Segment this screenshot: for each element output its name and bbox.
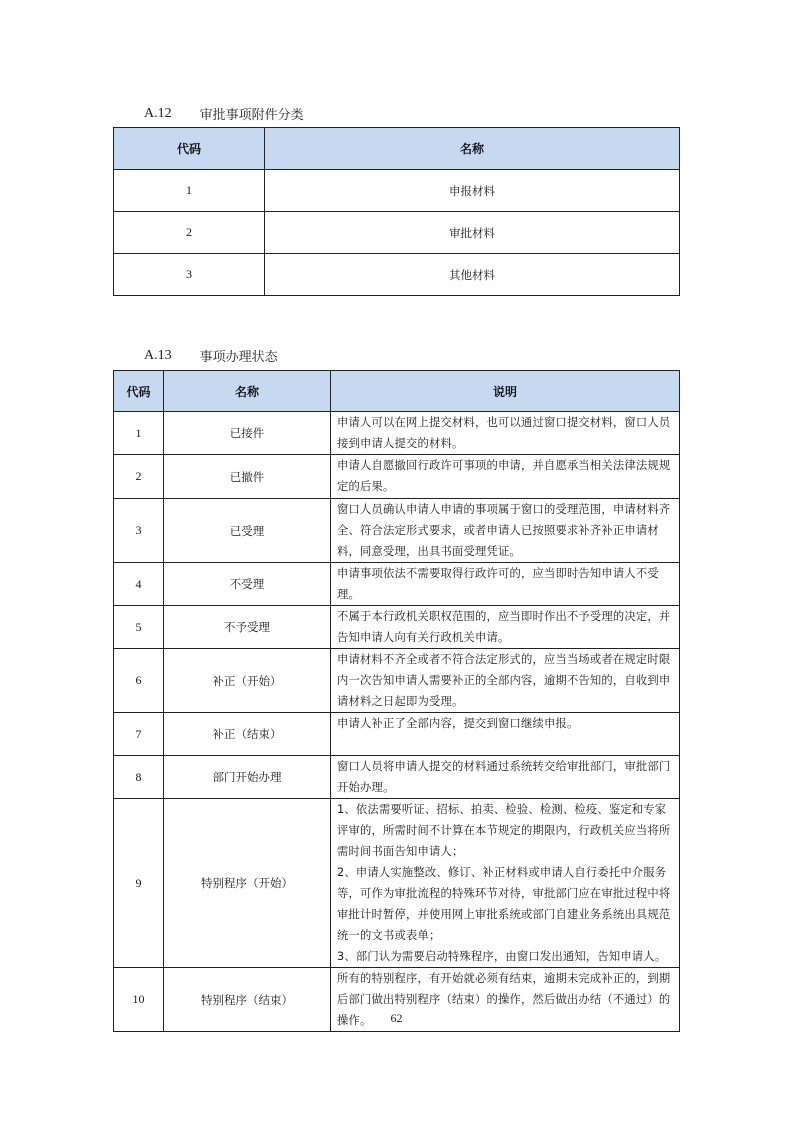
table-row (114, 649, 680, 713)
cell-name: 不予受理 (164, 606, 331, 649)
description-paragraph: 不属于本行政机关职权范围的，应当即时作出不予受理的决定，并告知申请人向有关行政机关申请。 (337, 610, 671, 644)
cell-description (331, 412, 680, 455)
cell-code: 1 (114, 170, 265, 212)
section-number: A.13 (144, 347, 172, 363)
page-number: 62 (390, 1011, 403, 1025)
cell-code: 6 (114, 649, 164, 713)
cell-code: 10 (114, 968, 164, 1032)
cell-description (331, 499, 680, 563)
processing-status-table (113, 370, 680, 1032)
description-paragraph: 申请人自愿撤回行政许可事项的申请，并自愿承当相关法律法规规定的后果。 (337, 459, 671, 493)
cell-name: 补正（结束） (164, 713, 331, 756)
table-row (114, 499, 680, 563)
table-row (114, 412, 680, 455)
cell-code: 3 (114, 254, 265, 296)
cell-name: 已受理 (164, 499, 331, 563)
description-paragraph: 申请人可以在网上提交材料，也可以通过窗口提交材料，窗口人员接到申请人提交的材料。 (337, 416, 671, 450)
table-row (114, 799, 680, 968)
header-code: 代码 (114, 371, 164, 412)
table-header-row (114, 128, 680, 170)
table-row (114, 455, 680, 499)
description-paragraph: 2、申请人实施整改、修订、补正材料或申请人自行委托中介服务等，可作为审批流程的特殊环节对待，审批部门应在审批过程中将审批计时暂停，并使用网上审批系统或部门自建业务系统出具规范统一的文书或表单； (337, 866, 671, 942)
cell-code: 1 (114, 412, 164, 455)
cell-name: 已接件 (164, 412, 331, 455)
cell-description (331, 799, 680, 968)
header-name: 名称 (164, 371, 331, 412)
table-row (114, 606, 680, 649)
cell-code: 3 (114, 499, 164, 563)
cell-name: 补正（开始） (164, 649, 331, 713)
cell-description (331, 563, 680, 606)
cell-name: 特别程序（开始） (164, 799, 331, 968)
description-paragraph: 申请事项依法不需要取得行政许可的，应当即时告知申请人不受理。 (337, 567, 659, 601)
description-paragraph: 3、部门认为需要启动特殊程序，由窗口发出通知，告知申请人。 (337, 950, 667, 963)
section-number: A.12 (144, 105, 172, 121)
cell-code: 8 (114, 756, 164, 799)
header-description: 说明 (331, 371, 680, 412)
cell-code: 2 (114, 455, 164, 499)
section-a13-caption (144, 346, 278, 365)
section-title: 事项办理状态 (199, 350, 278, 365)
table-row (114, 212, 680, 254)
table-row (114, 713, 680, 756)
header-code: 代码 (114, 128, 265, 170)
cell-code: 5 (114, 606, 164, 649)
description-paragraph: 申请材料不齐全或者不符合法定形式的，应当当场或者在规定时限内一次告知申请人需要补正的全部内容，逾期不告知的，自收到申请材料之日起即为受理。 (337, 653, 671, 708)
cell-name: 其他材料 (265, 254, 680, 296)
table-row (114, 254, 680, 296)
cell-description (331, 756, 680, 799)
description-paragraph: 申请人补正了全部内容，提交到窗口继续申报。 (337, 717, 579, 730)
cell-code: 9 (114, 799, 164, 968)
table-row (114, 563, 680, 606)
cell-code: 4 (114, 563, 164, 606)
section-a12-caption (144, 104, 304, 123)
cell-code: 7 (114, 713, 164, 756)
cell-name: 不受理 (164, 563, 331, 606)
description-paragraph: 窗口人员确认申请人申请的事项属于窗口的受理范围，申请材料齐全、符合法定形式要求，或者申请人已按照要求补齐补正申请材料，同意受理，出具书面受理凭证。 (337, 503, 671, 558)
table-header-row (114, 371, 680, 412)
table-row (114, 170, 680, 212)
section-title: 审批事项附件分类 (199, 108, 304, 123)
description-paragraph: 所有的特别程序，有开始就必须有结束，逾期未完成补正的，到期后部门做出特别程序（结束）的操作，然后做出办结（不通过）的操作。 (337, 972, 671, 1027)
cell-description (331, 606, 680, 649)
cell-description (331, 649, 680, 713)
cell-name: 申报材料 (265, 170, 680, 212)
description-paragraph: 1、依法需要听证、招标、拍卖、检验、检测、检疫、鉴定和专家评审的，所需时间不计算在本节规定的期限内，行政机关应当将所需时间书面告知申请人； (337, 803, 671, 858)
cell-name: 审批材料 (265, 212, 680, 254)
description-paragraph: 窗口人员将申请人提交的材料通过系统转交给审批部门，审批部门开始办理。 (337, 760, 671, 794)
cell-name: 部门开始办理 (164, 756, 331, 799)
attachment-category-table (113, 127, 680, 296)
cell-description (331, 713, 680, 756)
cell-description (331, 455, 680, 499)
header-name: 名称 (265, 128, 680, 170)
cell-name: 特别程序（结束） (164, 968, 331, 1032)
cell-name: 已撤件 (164, 455, 331, 499)
table-row (114, 756, 680, 799)
cell-code: 2 (114, 212, 265, 254)
